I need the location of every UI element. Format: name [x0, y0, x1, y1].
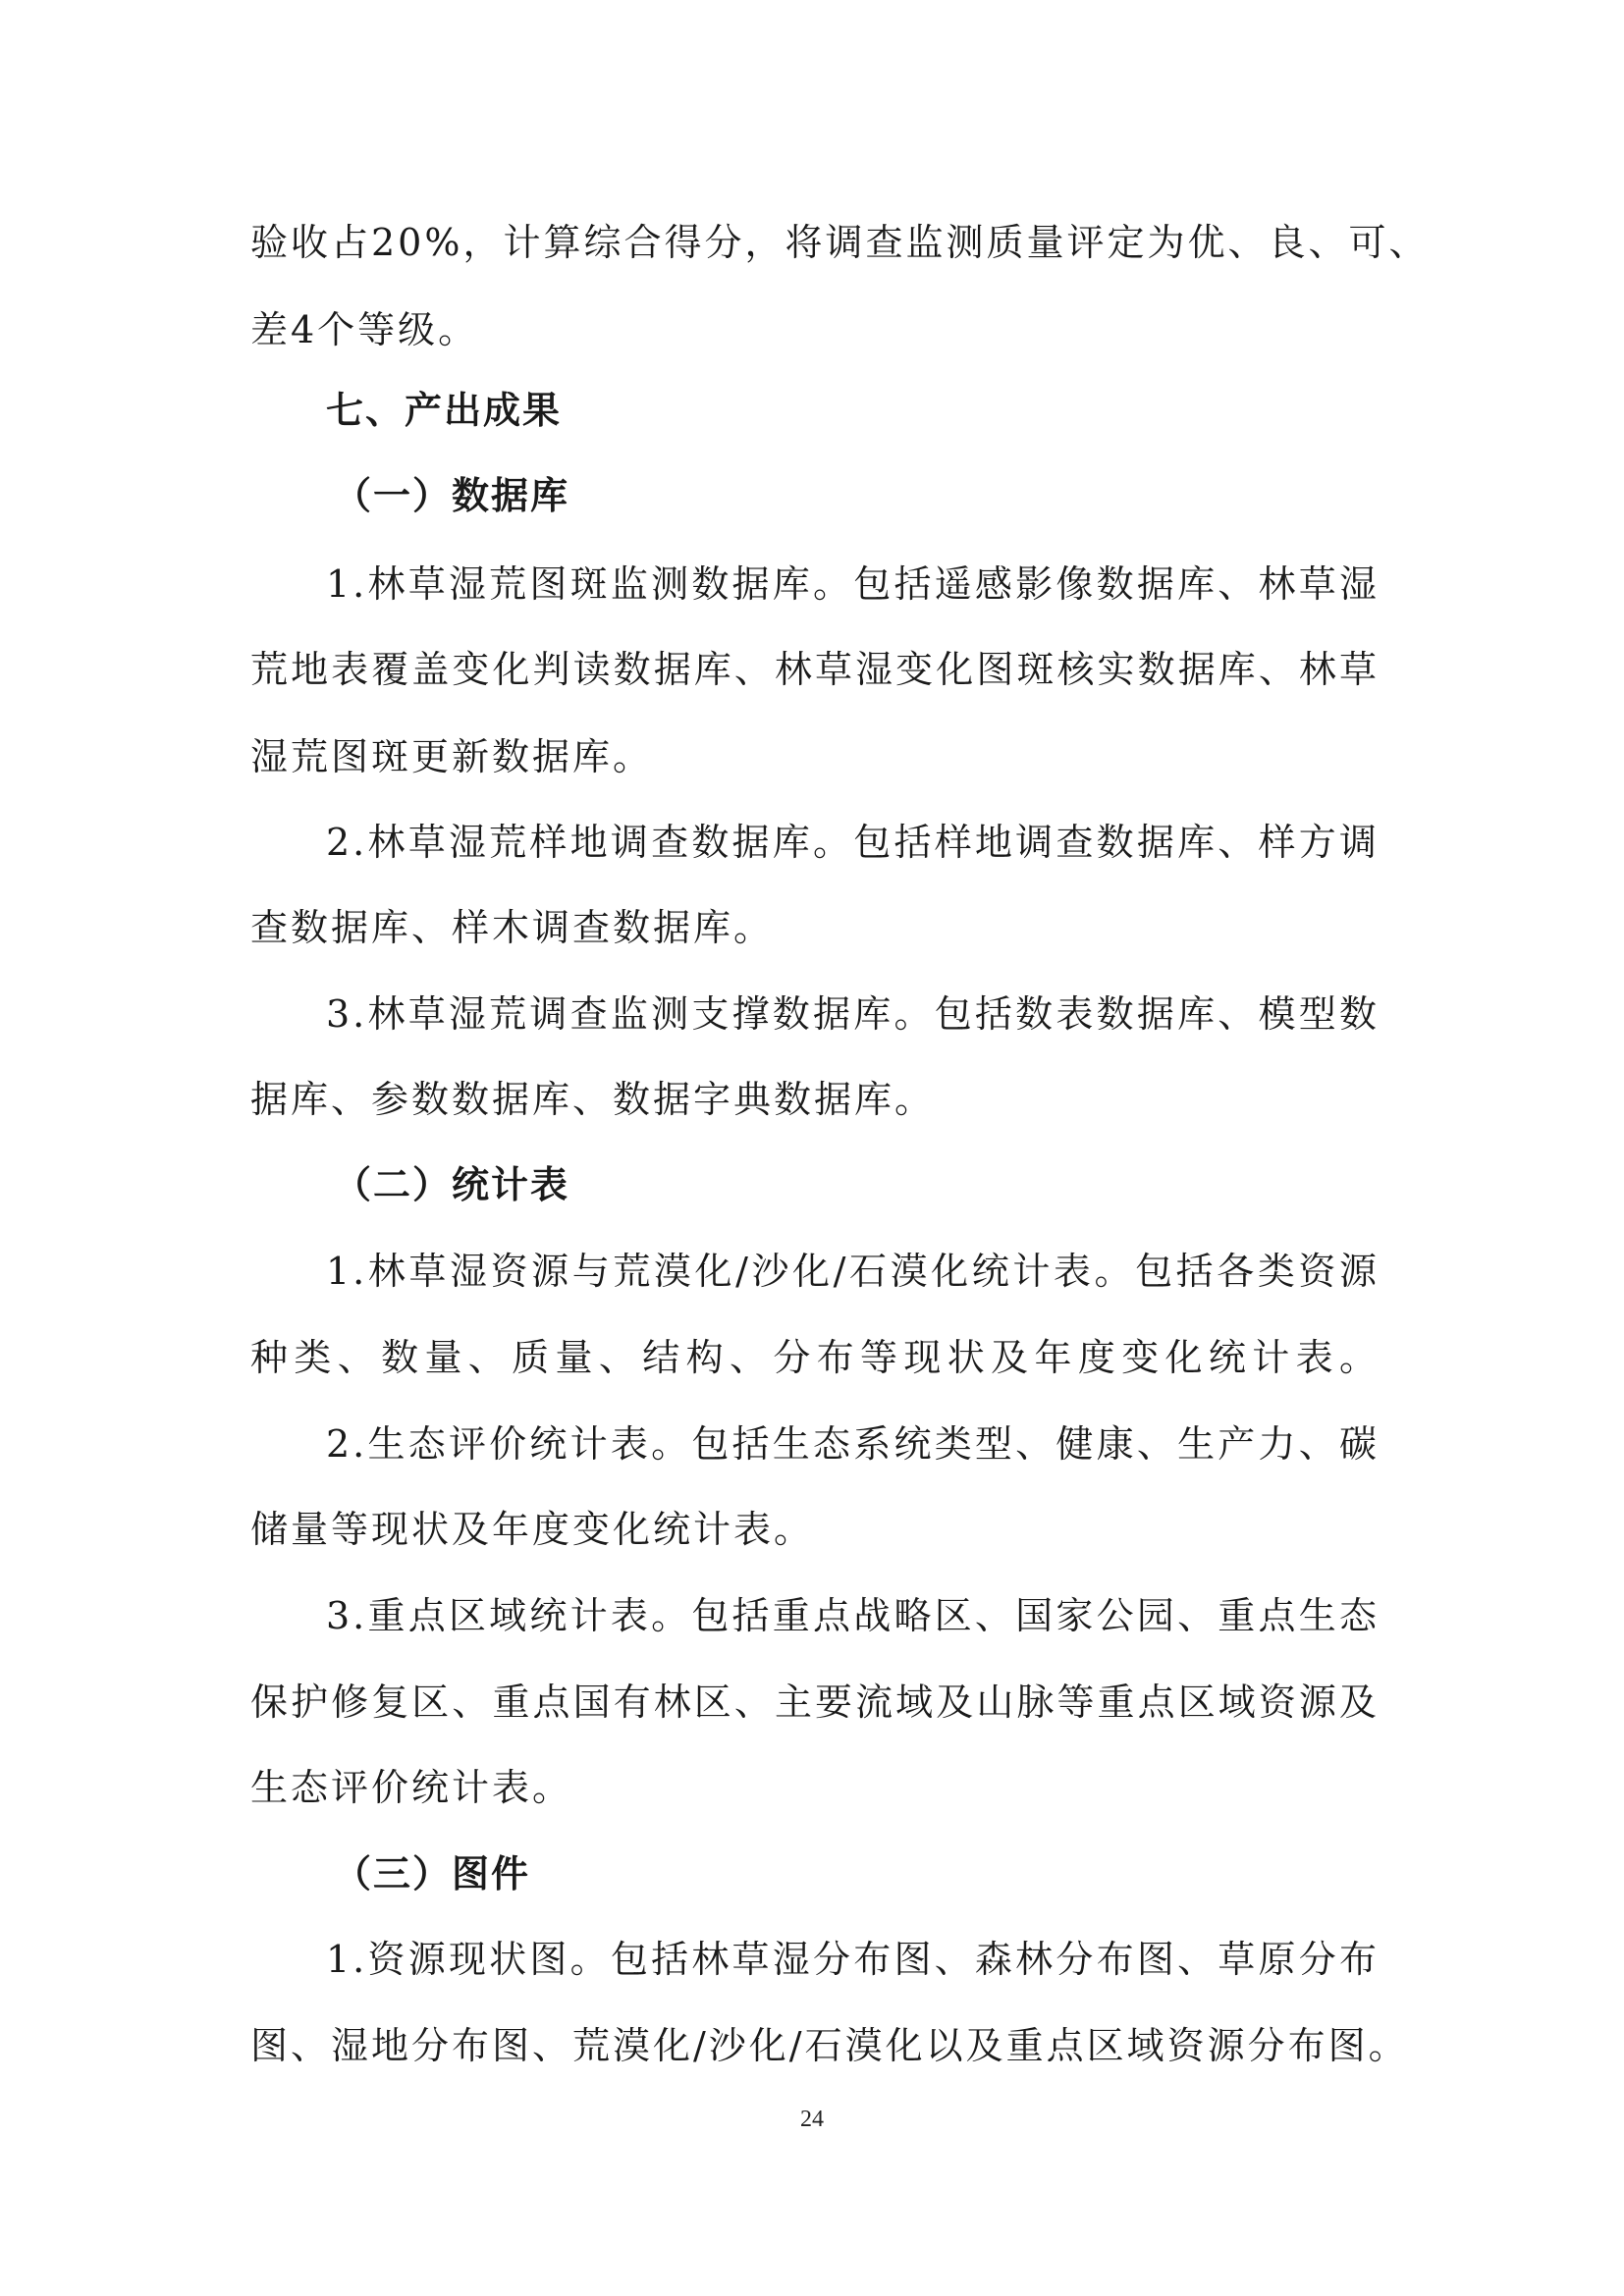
section-heading: 七、产出成果 [326, 389, 563, 432]
subsection-heading: （三）图件 [334, 1852, 531, 1896]
paragraph-line: 2.生态评价统计表。包括生态系统类型、健康、生产力、碳 [326, 1422, 1380, 1466]
paragraph-line: 查数据库、样木调查数据库。 [250, 906, 775, 949]
paragraph-line: 3.林草湿荒调查监测支撑数据库。包括数表数据库、模型数 [326, 992, 1380, 1036]
paragraph-line: 湿荒图斑更新数据库。 [250, 735, 654, 778]
paragraph-line: 差4个等级。 [250, 308, 479, 351]
paragraph-line: 验收占20%，计算综合得分，将调查监测质量评定为优、良、可、 [250, 221, 1430, 264]
subsection-heading: （二）统计表 [334, 1163, 570, 1206]
paragraph-line: 生态评价统计表。 [250, 1766, 573, 1809]
paragraph-line: 据库、参数数据库、数据字典数据库。 [250, 1078, 936, 1121]
paragraph-line: 1.资源现状图。包括林草湿分布图、森林分布图、草原分布 [326, 1938, 1380, 1981]
paragraph-line: 3.重点区域统计表。包括重点战略区、国家公园、重点生态 [326, 1594, 1380, 1637]
paragraph-line: 种类、数量、质量、结构、分布等现状及年度变化统计表。 [250, 1336, 1380, 1379]
subsection-heading: （一）数据库 [334, 474, 570, 517]
paragraph-line: 储量等现状及年度变化统计表。 [250, 1508, 815, 1551]
paragraph-line: 保护修复区、重点国有林区、主要流域及山脉等重点区域资源及 [250, 1681, 1380, 1724]
paragraph-line: 图、湿地分布图、荒漠化/沙化/石漠化以及重点区域资源分布图。 [250, 2024, 1409, 2067]
paragraph-line: 1.林草湿资源与荒漠化/沙化/石漠化统计表。包括各类资源 [326, 1250, 1380, 1293]
paragraph-line: 1.林草湿荒图斑监测数据库。包括遥感影像数据库、林草湿 [326, 562, 1380, 606]
paragraph-line: 2.林草湿荒样地调查数据库。包括样地调查数据库、样方调 [326, 821, 1380, 864]
page-number: 24 [800, 2107, 824, 2132]
paragraph-line: 荒地表覆盖变化判读数据库、林草湿变化图斑核实数据库、林草 [250, 648, 1380, 691]
